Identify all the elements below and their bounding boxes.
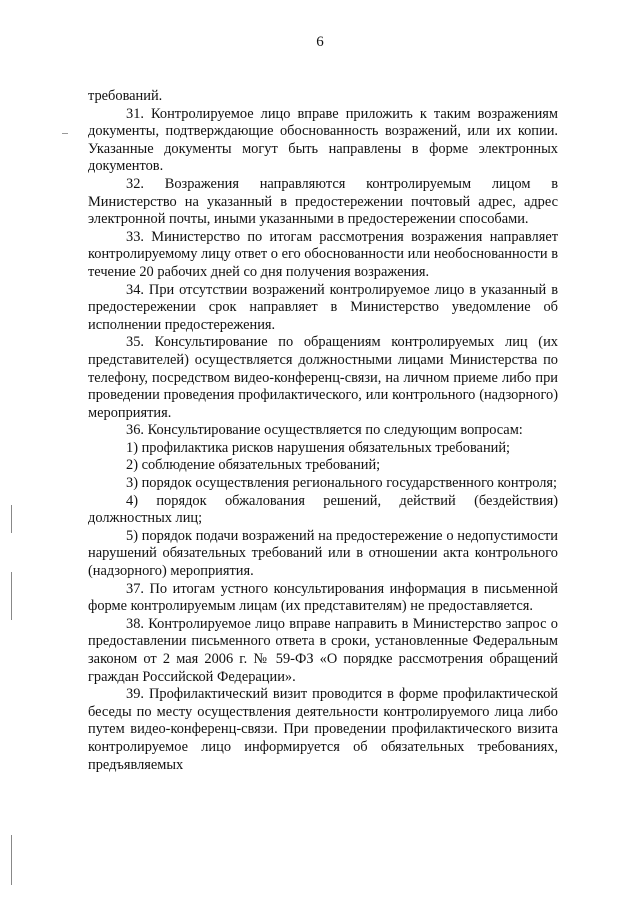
list-item-4: 4) порядок обжалования решений, действий (бездействия) должностных лиц; (88, 492, 558, 527)
list-item-1: 1) профилактика рисков нарушения обязательных требований; (126, 439, 511, 456)
scan-mark-line (11, 835, 12, 885)
paragraph-continuation: требований. (88, 88, 163, 104)
paragraph-31: 31. Контролируемое лицо вправе приложить к таким возражениям документы, подтверждающие обоснованность возражений, или их копии. Указанные документы могут быть направлены в форме электронных документов. (88, 105, 558, 175)
paragraph-35: 35. Консультирование по обращениям контролируемых лиц (их представителей) осуществляется должностными лицами Министерства по телефону, посредством видео-конференц-связи, на личном приеме либо при проведении проведения профилактического, или контрольного (надзорного) мероприятия. (88, 334, 558, 421)
paragraph-32: 32. Возражения направляются контролируемым лицом в Министерство на указанный в предостережении почтовый адрес, адрес электронной почты, иными указанными в предостережении способами. (88, 175, 558, 228)
scan-mark-line (11, 572, 12, 620)
paragraph-34: 34. При отсутствии возражений контролируемое лицо в указанный в предостережении срок направляет в Министерство уведомление об исполнении предостережения. (88, 281, 558, 333)
paragraph-39: 39. Профилактический визит проводится в форме профилактической беседы по месту осуществления деятельности контролируемого лица либо путем видео-конференц-связи. При проведении профилактического визита контролируемое лицо информируется об обязательных требованиях, предъявляемых (88, 686, 558, 773)
list-item-5: 5) порядок подачи возражений на предостережение о недопустимости нарушений обязательных требований или в отношении акта контрольного (надзорного) мероприятия. (88, 527, 558, 580)
scan-mark-tick (62, 133, 68, 134)
paragraph-33: 33. Министерство по итогам рассмотрения возражения направляет контролируемому лицу ответ о его обоснованности или необоснованности в течение 20 рабочих дней со дня получения возражения. (88, 228, 558, 280)
paragraph-36: 36. Консультирование осуществляется по следующим вопросам: (126, 422, 523, 439)
list-item-3: 3) порядок осуществления регионального государственного контроля; (126, 475, 558, 492)
paragraph-37: 37. По итогам устного консультирования информация в письменной форме контролируемым лицам (их представителям) не предоставляется. (88, 580, 558, 615)
list-item-2: 2) соблюдение обязательных требований; (126, 457, 381, 474)
page-number: 6 (316, 34, 324, 50)
scan-mark-line (11, 505, 12, 533)
document-body (88, 88, 558, 774)
paragraph-38: 38. Контролируемое лицо вправе направить в Министерство запрос о предоставлении письменного ответа в сроки, установленные Федеральным законом от 2 мая 2006 г. № 59-ФЗ «О порядке рассмотрения обращений граждан Российской Федерации». (88, 615, 558, 685)
